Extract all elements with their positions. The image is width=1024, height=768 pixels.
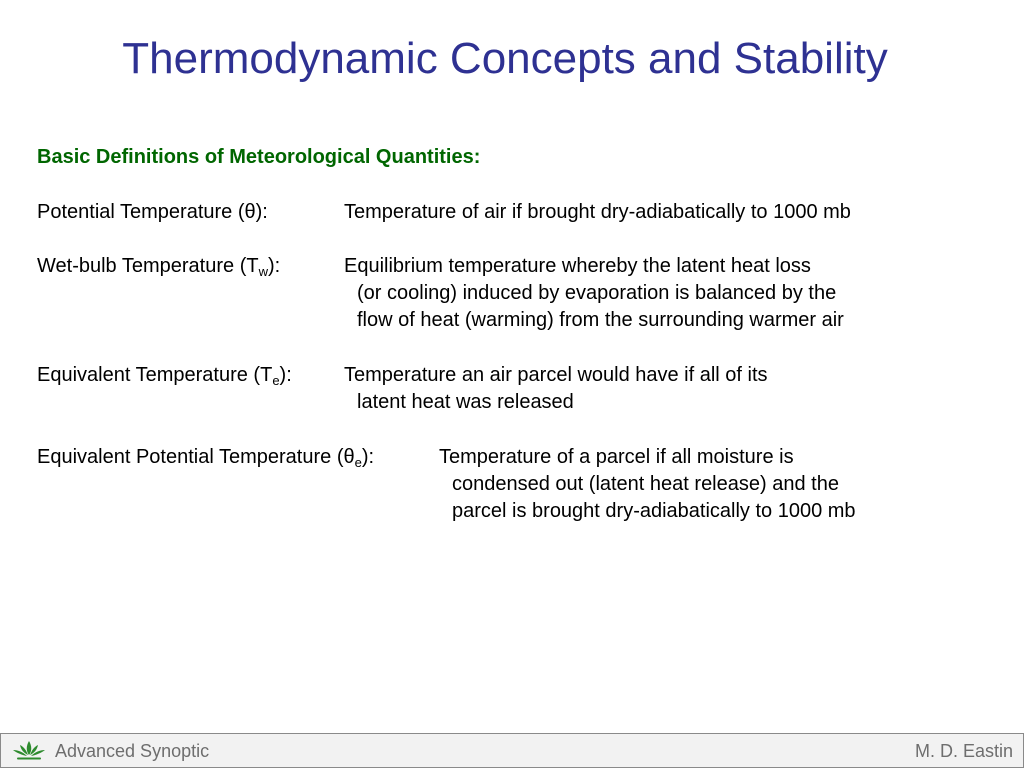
- footer-author: M. D. Eastin: [914, 741, 1013, 761]
- definition-line: Temperature of a parcel if all moisture is: [439, 446, 794, 468]
- definition-line: Equilibrium temperature whereby the latent heat loss: [344, 255, 811, 277]
- term-label: Potential Temperature (θ):: [37, 201, 268, 223]
- slide-footer: [0, 733, 1024, 768]
- definition-line: latent heat was released: [357, 391, 574, 413]
- lotus-logo-icon: [11, 738, 47, 762]
- term-label: Equivalent Potential Temperature $(\theta_e)$:: [37, 446, 375, 470]
- section-heading: Basic Definitions of Meteorological Quantities:: [37, 146, 481, 168]
- definition-line: parcel is brought dry-adiabatically to 1000 mb: [452, 500, 856, 522]
- footer-course-name: Advanced Synoptic: [55, 741, 210, 761]
- term-label: Wet-bulb Temperature $(T_w)$:: [37, 255, 281, 279]
- definition-line: Temperature an air parcel would have if all of its: [344, 364, 768, 386]
- term-label: Equivalent Temperature $(T_e)$:: [37, 364, 292, 388]
- definition-line: flow of heat (warming) from the surrounding warmer air: [357, 309, 844, 331]
- definition-line: Temperature of air if brought dry-adiabatically to 1000 mb: [344, 201, 851, 223]
- slide-title: Thermodynamic Concepts and Stability: [122, 34, 888, 83]
- definition-line: (or cooling) induced by evaporation is balanced by the: [357, 282, 837, 304]
- definition-line: condensed out (latent heat release) and the: [452, 473, 839, 495]
